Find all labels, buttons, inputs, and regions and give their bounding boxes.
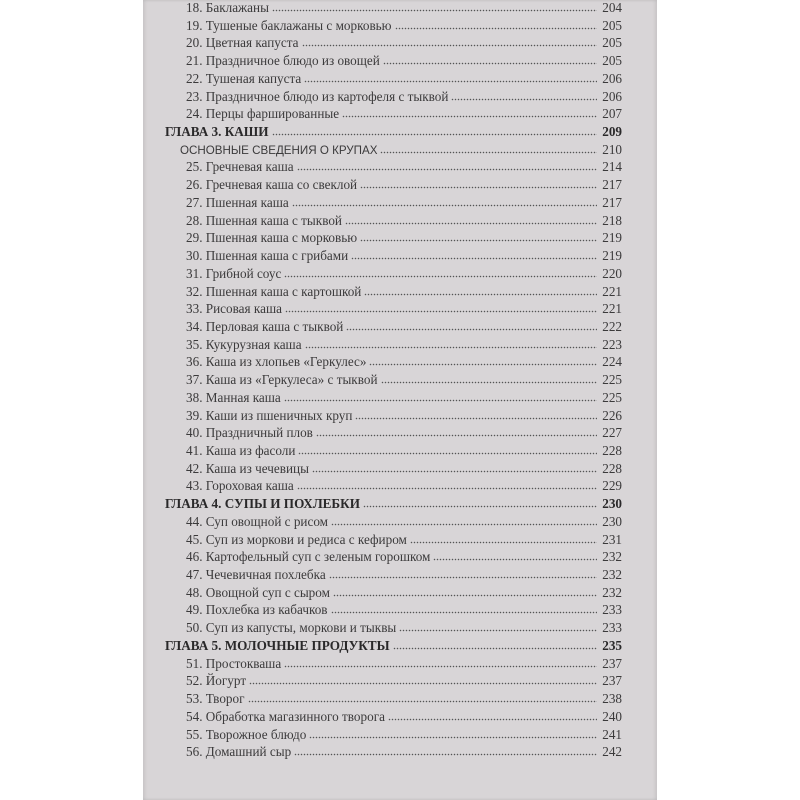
entry-title: 34. Перловая каша с тыквой	[186, 318, 344, 334]
entry-page-number: 209	[602, 124, 622, 140]
entry-page-number: 228	[602, 443, 622, 458]
entry-title: 22. Тушеная капуста	[186, 70, 302, 86]
toc-item-entry	[186, 0, 622, 17]
toc-item-entry	[186, 726, 622, 744]
entry-title: 37. Каша из «Геркулеса» с тыквой	[186, 372, 378, 388]
entry-page-number: 225	[602, 372, 622, 388]
entry-page-number: 217	[602, 177, 622, 193]
entry-title: 49. Похлебка из кабачков	[186, 602, 328, 618]
entry-page-number: 227	[602, 425, 622, 441]
toc-item-entry	[186, 708, 622, 726]
dot-leader	[302, 35, 597, 47]
entry-title: 51. Простокваша	[186, 655, 282, 671]
entry-title: 26. Гречневая каша со свеклой	[186, 177, 358, 193]
entry-title: 28. Пшенная каша с тыквой	[186, 212, 342, 228]
dot-leader	[285, 301, 597, 313]
entry-title: 43. Гороховая каша	[186, 478, 294, 494]
dot-leader	[294, 744, 597, 756]
toc-item-entry	[186, 548, 622, 566]
toc-item-entry	[186, 513, 622, 531]
entry-page-number: 217	[602, 194, 622, 210]
toc-item-entry	[186, 619, 622, 637]
toc-item-entry	[186, 371, 622, 389]
entry-title: 18. Баклажаны	[186, 0, 269, 15]
entry-page-number: 232	[602, 567, 622, 583]
entry-title: 56. Домашний сыр	[186, 744, 292, 760]
entry-page-number: 232	[602, 584, 622, 600]
entry-page-number: 237	[602, 673, 622, 689]
entry-page-number: 205	[602, 17, 622, 33]
entry-title: 52. Йогурт	[186, 673, 247, 689]
entry-page-number: 233	[602, 620, 622, 636]
toc-item-entry	[186, 424, 622, 442]
entry-title: 53. Творог	[186, 691, 245, 707]
dot-leader	[298, 443, 597, 455]
entry-page-number: 235	[602, 637, 622, 653]
dot-leader	[284, 656, 597, 668]
dot-leader	[451, 89, 597, 101]
entry-page-number: 241	[602, 726, 622, 742]
dot-leader	[383, 53, 597, 65]
entry-page-number: 230	[602, 513, 622, 529]
entry-page-number: 210	[602, 141, 622, 157]
entry-title: ГЛАВА 4. СУПЫ И ПОХЛЕБКИ	[165, 496, 360, 512]
entry-page-number: 219	[602, 230, 622, 246]
toc-item-entry	[186, 318, 622, 336]
entry-title: 30. Пшенная каша с грибами	[186, 248, 349, 264]
toc-item-entry	[186, 88, 622, 106]
book-page	[143, 0, 657, 800]
toc-item-entry	[186, 407, 622, 425]
entry-title: 31. Грибной соус	[186, 265, 282, 281]
dot-leader	[284, 390, 597, 402]
dot-leader	[342, 106, 597, 118]
dot-leader	[351, 248, 597, 260]
dot-leader	[292, 195, 597, 207]
toc-item-entry	[186, 477, 622, 495]
dot-leader	[364, 284, 597, 296]
toc-item-entry	[186, 743, 622, 761]
entry-page-number: 232	[602, 549, 622, 565]
toc-item-entry	[186, 158, 622, 176]
toc-item-entry	[186, 389, 622, 407]
entry-title: 19. Тушеные баклажаны с морковью	[186, 17, 392, 33]
entry-page-number: 231	[602, 531, 622, 547]
dot-leader	[393, 638, 597, 650]
toc-item-entry	[186, 52, 622, 70]
toc-item-entry	[186, 283, 622, 301]
entry-title: 42. Каша из чечевицы	[186, 460, 309, 476]
entry-title: ГЛАВА 5. МОЛОЧНЫЕ ПРОДУКТЫ	[165, 637, 390, 653]
entry-page-number: 214	[602, 159, 622, 175]
dot-leader	[297, 478, 597, 490]
toc-item-entry	[186, 584, 622, 602]
toc-item-entry	[186, 70, 622, 88]
toc-item-entry	[186, 442, 622, 460]
toc-item-entry	[186, 176, 622, 194]
toc-item-entry	[186, 194, 622, 212]
entry-page-number: 219	[602, 248, 622, 264]
dot-leader	[346, 319, 597, 331]
entry-title: 20. Цветная капуста	[186, 35, 299, 51]
entry-title: 40. Праздничный плов	[186, 425, 313, 441]
toc-item-entry	[186, 566, 622, 584]
entry-page-number: 206	[602, 88, 622, 104]
dot-leader	[309, 727, 597, 739]
entry-title: 44. Суп овощной с рисом	[186, 513, 329, 529]
entry-page-number: 224	[602, 354, 622, 370]
dot-leader	[433, 549, 597, 561]
dot-leader	[272, 124, 597, 136]
toc-item-entry	[186, 672, 622, 690]
toc-section-entry	[180, 141, 622, 159]
entry-title: 54. Обработка магазинного творога	[186, 708, 385, 724]
entry-page-number: 240	[602, 708, 622, 724]
dot-leader	[355, 408, 597, 420]
entry-title: 48. Овощной суп с сыром	[186, 584, 330, 600]
dot-leader	[399, 620, 597, 632]
dot-leader	[360, 177, 597, 189]
toc-item-entry	[186, 531, 622, 549]
entry-title: 27. Пшенная каша	[186, 194, 289, 210]
entry-page-number: 238	[602, 691, 622, 707]
dot-leader	[331, 514, 597, 526]
entry-title: ОСНОВНЫЕ СВЕДЕНИЯ О КРУПАХ	[180, 143, 378, 157]
entry-title: 38. Манная каша	[186, 389, 281, 405]
entry-page-number: 225	[602, 389, 622, 405]
toc-item-entry	[186, 336, 622, 354]
dot-leader	[360, 230, 597, 242]
toc-item-entry	[186, 460, 622, 478]
entry-title: 23. Праздничное блюдо из картофеля с тыквой	[186, 88, 449, 104]
dot-leader	[272, 0, 597, 12]
entry-page-number: 233	[602, 602, 622, 618]
toc-item-entry	[186, 690, 622, 708]
entry-page-number: 229	[602, 478, 622, 494]
entry-page-number: 220	[602, 265, 622, 281]
entry-page-number: 204	[602, 0, 622, 15]
entry-page-number: 242	[602, 744, 622, 760]
dot-leader	[248, 691, 597, 703]
entry-title: 36. Каша из хлопьев «Геркулес»	[186, 354, 367, 370]
dot-leader	[410, 532, 597, 544]
entry-title: 25. Гречневая каша	[186, 159, 294, 175]
entry-title: 45. Суп из моркови и редиса с кефиром	[186, 531, 407, 547]
entry-title: 41. Каша из фасоли	[186, 443, 296, 458]
dot-leader	[297, 159, 597, 171]
entry-page-number: 218	[602, 212, 622, 228]
dot-leader	[249, 673, 597, 685]
toc-item-entry	[186, 353, 622, 371]
entry-title: 32. Пшенная каша с картошкой	[186, 283, 362, 299]
entry-title: 33. Рисовая каша	[186, 301, 282, 317]
entry-page-number: 205	[602, 35, 622, 51]
entry-title: 35. Кукурузная каша	[186, 336, 302, 352]
dot-leader	[395, 18, 597, 30]
entry-title: 24. Перцы фаршированные	[186, 106, 340, 122]
dot-leader	[331, 602, 597, 614]
toc-item-entry	[186, 601, 622, 619]
dot-leader	[363, 496, 597, 508]
dot-leader	[345, 213, 597, 225]
entry-page-number: 221	[602, 301, 622, 317]
toc-chapter-entry	[165, 637, 622, 655]
entry-title: 29. Пшенная каша с морковью	[186, 230, 358, 246]
dot-leader	[333, 585, 597, 597]
dot-leader	[304, 71, 597, 83]
toc-item-entry	[186, 300, 622, 318]
toc-item-entry	[186, 17, 622, 35]
entry-title: 46. Картофельный суп с зеленым горошком	[186, 549, 431, 565]
entry-page-number: 206	[602, 70, 622, 86]
entry-page-number: 226	[602, 407, 622, 423]
dot-leader	[284, 266, 597, 278]
toc-chapter-entry	[165, 123, 622, 141]
entry-page-number: 223	[602, 336, 622, 352]
entry-page-number: 205	[602, 53, 622, 69]
toc-item-entry	[186, 229, 622, 247]
dot-leader	[305, 337, 597, 349]
dot-leader	[369, 354, 597, 366]
entry-title: 55. Творожное блюдо	[186, 726, 307, 742]
entry-title: ГЛАВА 3. КАШИ	[165, 124, 269, 140]
entry-page-number: 228	[602, 460, 622, 476]
toc-item-entry	[186, 34, 622, 52]
entry-title: 47. Чечевичная похлебка	[186, 567, 326, 583]
toc-item-entry	[186, 265, 622, 283]
dot-leader	[312, 461, 597, 473]
entry-page-number: 222	[602, 318, 622, 334]
entry-title: 21. Праздничное блюдо из овощей	[186, 53, 380, 69]
toc-chapter-entry	[165, 495, 622, 513]
dot-leader	[380, 142, 597, 154]
toc-item-entry	[186, 105, 622, 123]
entry-page-number: 221	[602, 283, 622, 299]
toc-item-entry	[186, 655, 622, 673]
entry-title: 39. Каши из пшеничных круп	[186, 407, 353, 423]
entry-page-number: 207	[602, 106, 622, 122]
dot-leader	[329, 567, 597, 579]
entry-title: 50. Суп из капусты, моркови и тыквы	[186, 620, 397, 636]
entry-page-number: 230	[602, 496, 622, 512]
toc-item-entry	[186, 212, 622, 230]
dot-leader	[316, 425, 597, 437]
dot-leader	[388, 709, 597, 721]
toc-item-entry	[186, 247, 622, 265]
dot-leader	[381, 372, 597, 384]
entry-page-number: 237	[602, 655, 622, 671]
